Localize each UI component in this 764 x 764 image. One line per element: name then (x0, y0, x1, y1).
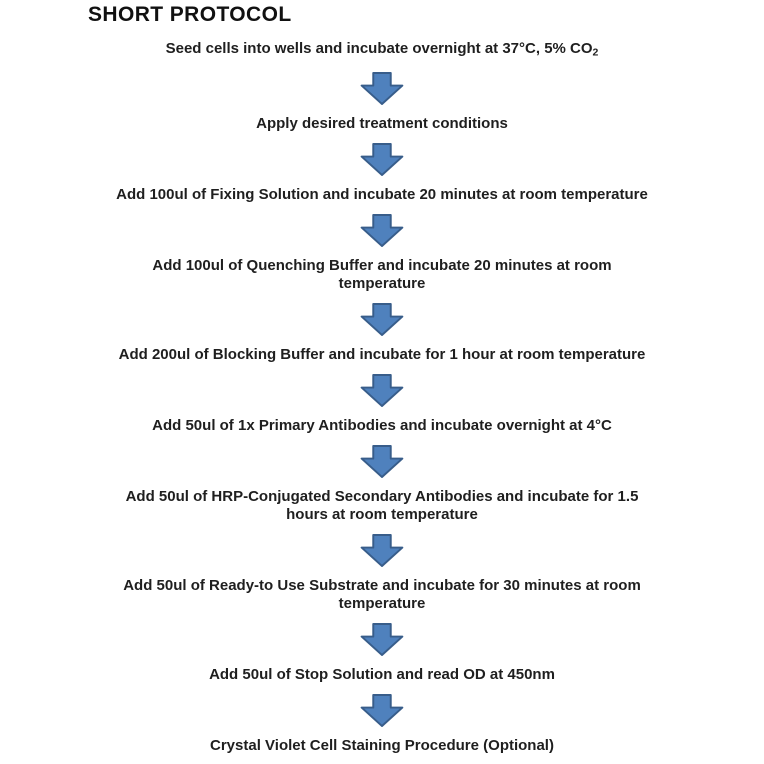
flow-column (0, 40, 764, 755)
protocol-step (209, 666, 555, 684)
down-arrow-icon (360, 694, 404, 727)
protocol-step-line: hours at room temperature (286, 505, 478, 523)
protocol-step-line: Add 50ul of 1x Primary Antibodies and incubate overnight at 4°C (152, 416, 612, 434)
protocol-step-line: Add 50ul of Ready-to Use Substrate and incubate for 30 minutes at room (123, 576, 641, 594)
protocol-step (126, 488, 639, 524)
protocol-step-line: Add 200ul of Blocking Buffer and incubate for 1 hour at room temperature (118, 345, 646, 363)
page-title: SHORT PROTOCOL (88, 3, 292, 26)
protocol-step-line: Apply desired treatment conditions (256, 114, 508, 132)
protocol-step (152, 417, 612, 435)
down-arrow-icon (360, 534, 404, 567)
protocol-step (166, 40, 599, 62)
protocol-step-line: Add 50ul of HRP-Conjugated Secondary Antibodies and incubate for 1.5 (125, 487, 639, 505)
protocol-step-line: Add 100ul of Fixing Solution and incubate 20 minutes at room temperature (116, 185, 648, 203)
protocol-step (123, 577, 641, 613)
protocol-step-line: Add 50ul of Stop Solution and read OD at 450nm (209, 665, 555, 683)
down-arrow-icon (360, 72, 404, 105)
protocol-step-line: Crystal Violet Cell Staining Procedure (Optional) (210, 736, 554, 754)
protocol-step-line: temperature (338, 274, 426, 292)
down-arrow-icon (360, 374, 404, 407)
down-arrow-icon (360, 445, 404, 478)
protocol-step-line: Seed cells into wells and incubate overnight at 37°C, 5% $CO_2$ (165, 40, 599, 59)
protocol-step (116, 186, 648, 204)
down-arrow-icon (360, 214, 404, 247)
protocol-step-line: temperature (338, 594, 426, 612)
down-arrow-icon (360, 143, 404, 176)
protocol-step (256, 115, 508, 133)
protocol-step (119, 346, 646, 364)
subscript-text: 2 (592, 46, 599, 59)
protocol-step-line: Add 100ul of Quenching Buffer and incubate 20 minutes at room (152, 256, 612, 274)
protocol-step (152, 257, 611, 293)
down-arrow-icon (360, 303, 404, 336)
down-arrow-icon (360, 623, 404, 656)
protocol-step (210, 737, 554, 755)
